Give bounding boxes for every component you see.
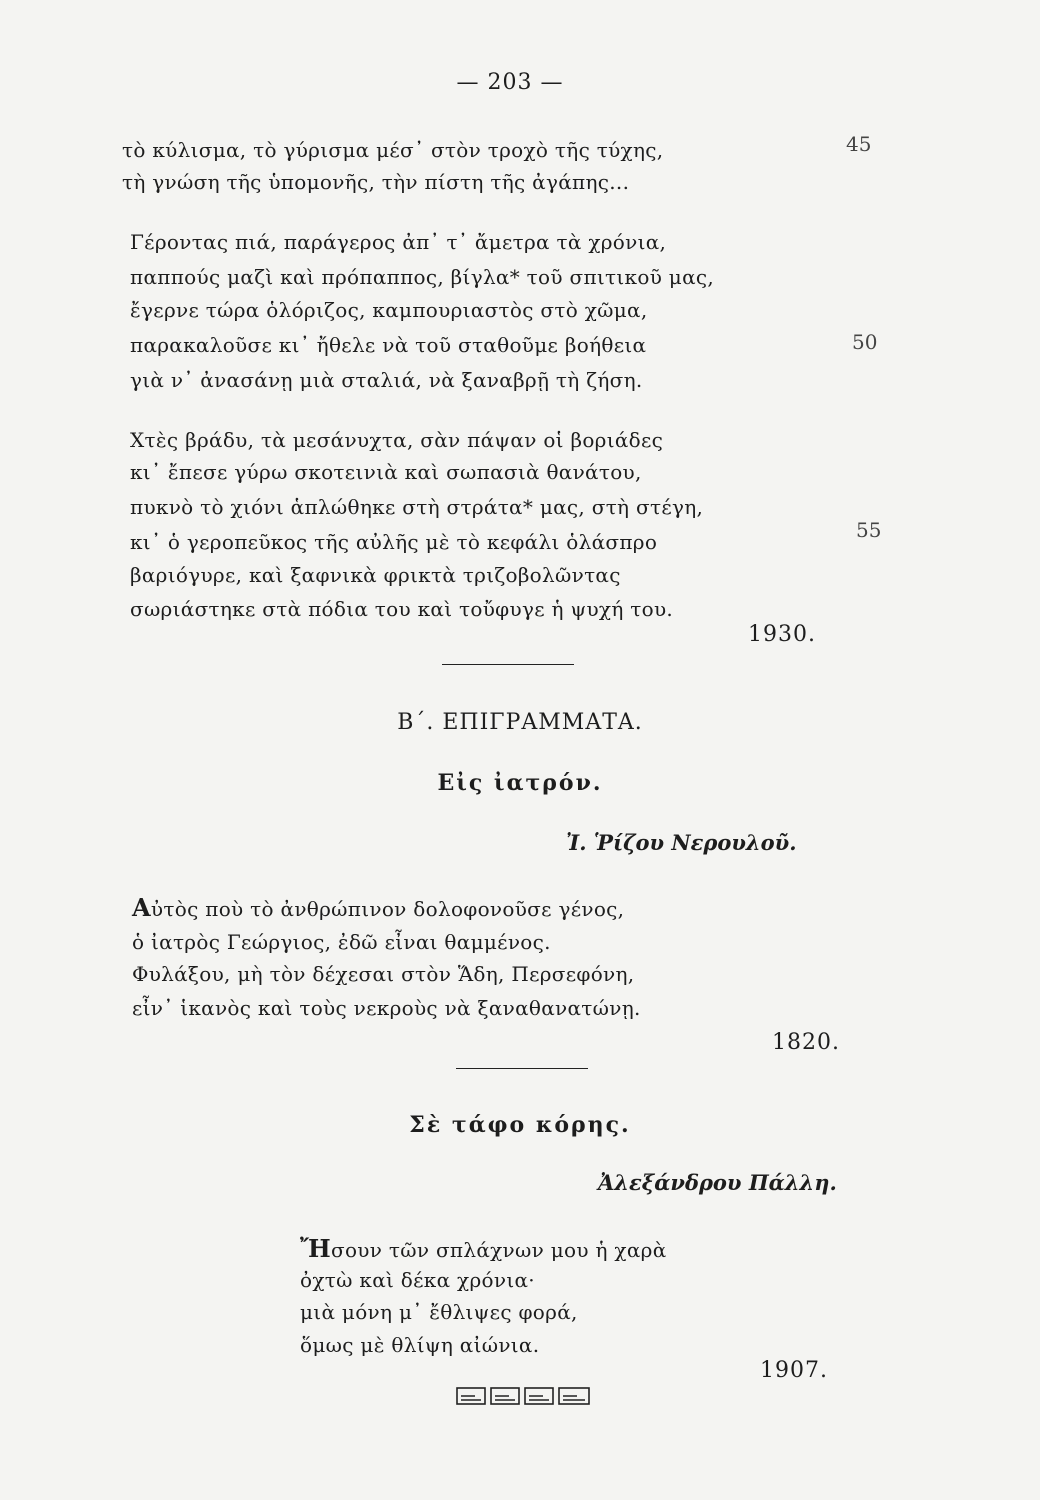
line-number: 55: [856, 518, 882, 542]
verse-line: Χτὲς βράδυ, τὰ μεσάνυχτα, σὰν πάψαν οἱ βοριάδες: [130, 428, 664, 452]
epigram-year: 1907.: [760, 1358, 828, 1383]
divider: [442, 664, 574, 665]
verse-line: παππούς μαζὶ καὶ πρόπαππος, βίγλα* τοῦ σπιτικοῦ μας,: [130, 265, 715, 289]
line-number: 50: [852, 330, 878, 354]
drop-initial: Ἤ: [300, 1234, 331, 1263]
verse-line: μιὰ μόνη μ᾽ ἔθλιψες φορά,: [300, 1300, 578, 1324]
verse-line: παρακαλοῦσε κι᾽ ἤθελε νὰ τοῦ σταθοῦμε βοήθεια: [130, 333, 647, 357]
verse-line: τὸ κύλισμα, τὸ γύρισμα μέσ᾽ στὸν τροχὸ τῆς τύχης,: [122, 138, 664, 162]
verse-text: σουν τῶν σπλάχνων μου ἡ χαρὰ: [331, 1238, 667, 1262]
epigram-author: Ἀλεξάνδρου Πάλλη.: [598, 1170, 837, 1195]
page-number: — 203 —: [456, 70, 564, 95]
verse-line: τὴ γνώση τῆς ὑπομονῆς, τὴν πίστη τῆς ἀγάπης...: [122, 170, 630, 194]
verse-line: ὀχτὼ καὶ δέκα χρόνια·: [300, 1268, 535, 1292]
epigram-title: Εἰς ἰατρόν.: [437, 770, 603, 796]
verse-line: ὁ ἰατρὸς Γεώργιος, ἐδῶ εἶναι θαμμένος.: [132, 930, 551, 954]
verse-line: Γέροντας πιά, παράγερος ἀπ᾽ τ᾽ ἄμετρα τὰ χρόνια,: [130, 230, 667, 254]
drop-initial: Α: [132, 893, 151, 922]
ornament-icon: [455, 1385, 595, 1407]
verse-line: ἔγερνε τώρα ὁλόριζος, καμπουριαστὸς στὸ χῶμα,: [130, 298, 648, 322]
verse-line: γιὰ ν᾽ ἀνασάνῃ μιὰ σταλιά, νὰ ξαναβρῇ τὴ ζήση.: [130, 368, 643, 392]
verse-line: ὅμως μὲ θλίψη αἰώνια.: [300, 1333, 540, 1357]
verse-line: κι᾽ ὁ γεροπεῦκος τῆς αὐλῆς μὲ τὸ κεφάλι ὁλάσπρο: [130, 530, 658, 554]
poem-year: 1930.: [748, 622, 816, 647]
verse-line: κι᾽ ἔπεσε γύρω σκοτεινιὰ καὶ σωπασιὰ θανάτου,: [130, 460, 642, 484]
line-number: 45: [846, 132, 872, 156]
verse-line: πυκνὸ τὸ χιόνι ἁπλώθηκε στὴ στράτα* μας, στὴ στέγη,: [130, 495, 704, 519]
epigram-title: Σὲ τάφο κόρης.: [409, 1112, 631, 1138]
epigram-author: Ἰ. Ῥίζου Νερουλοῦ.: [566, 830, 797, 855]
verse-text: ὐτὸς ποὺ τὸ ἀνθρώπινον δολοφονοῦσε γένος,: [150, 897, 625, 921]
verse-line: [300, 1234, 667, 1263]
epigram-year: 1820.: [772, 1030, 840, 1055]
verse-line: Φυλάξου, μὴ τὸν δέχεσαι στὸν Ἅδη, Περσεφόνη,: [132, 962, 635, 986]
section-heading: Β΄. ΕΠΙΓΡΑΜΜΑΤΑ.: [397, 710, 643, 735]
verse-line: βαριόγυρε, καὶ ξαφνικὰ φρικτὰ τριζοβολῶντας: [130, 563, 621, 587]
divider: [456, 1068, 588, 1069]
verse-line: [132, 893, 624, 922]
verse-line: εἶν᾽ ἱκανὸς καὶ τοὺς νεκροὺς νὰ ξαναθανατώνῃ.: [132, 996, 641, 1020]
verse-line: σωριάστηκε στὰ πόδια του καὶ τοὔφυγε ἡ ψυχή του.: [130, 597, 674, 621]
